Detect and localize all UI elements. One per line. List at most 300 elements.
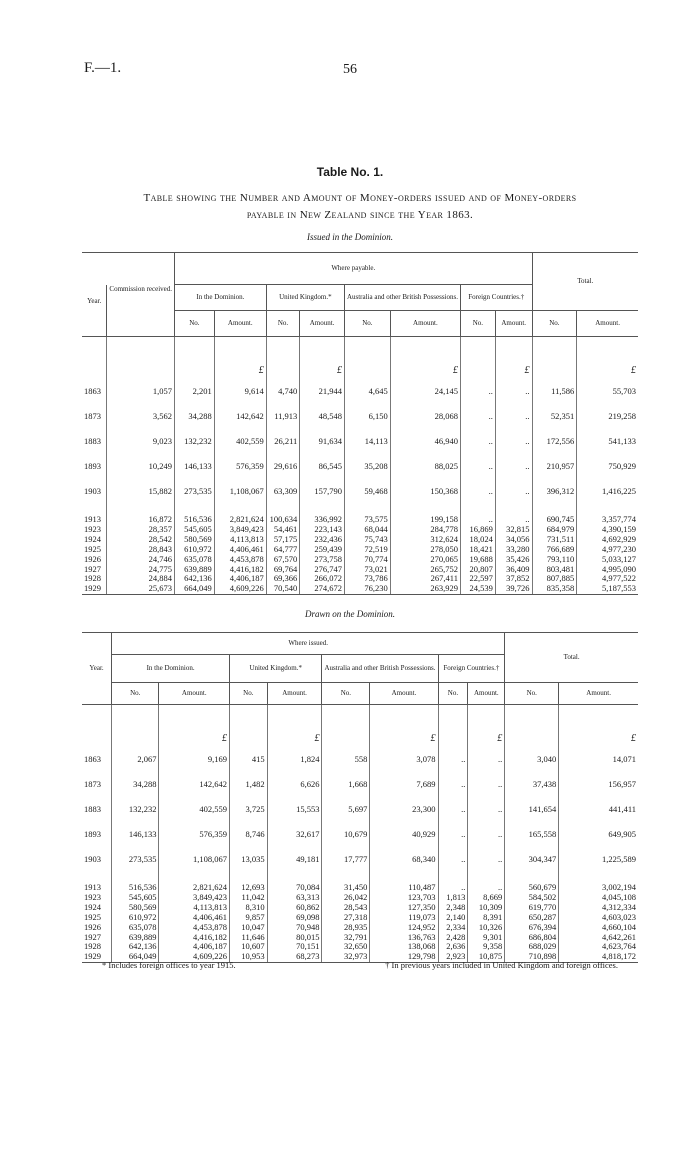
- spacer-cell: [159, 705, 230, 717]
- table-row: [82, 847, 638, 872]
- value-cell: 39,726: [495, 584, 532, 594]
- table-row: [82, 454, 638, 479]
- spacer-cell: [532, 337, 577, 349]
- value-cell: 35,426: [495, 555, 532, 565]
- value-cell: 14,113: [344, 429, 390, 454]
- value-cell: 4,623,764: [559, 942, 638, 952]
- pound-sign: £: [159, 716, 230, 747]
- value-cell: 11,042: [230, 893, 268, 903]
- value-cell: 664,049: [175, 584, 215, 594]
- value-cell: 312,624: [390, 535, 460, 545]
- value-cell: 59,468: [344, 479, 390, 504]
- value-cell: 642,136: [175, 574, 215, 584]
- value-cell: 32,650: [322, 942, 370, 952]
- pound-sign: £: [577, 348, 638, 379]
- value-cell: 1,824: [267, 747, 322, 772]
- value-cell: ..: [438, 797, 468, 822]
- table-title-line-2: payable in New Zealand since the Year 1863.: [246, 209, 474, 221]
- value-cell: 580,569: [112, 903, 159, 913]
- value-cell: 1,416,225: [577, 479, 638, 504]
- value-cell: 6,626: [267, 772, 322, 797]
- value-cell: 20,807: [460, 565, 495, 575]
- spacer-cell: [107, 337, 175, 349]
- value-cell: 127,350: [370, 903, 438, 913]
- value-cell: 274,672: [300, 584, 345, 594]
- table-title: [80, 190, 640, 224]
- value-cell: 676,394: [505, 923, 559, 933]
- value-cell: 4,603,023: [559, 913, 638, 923]
- value-cell: 67,570: [266, 555, 299, 565]
- value-cell: ..: [468, 747, 505, 772]
- value-cell: 36,409: [495, 565, 532, 575]
- amount-header: Amount.: [370, 683, 438, 705]
- value-cell: 34,288: [175, 404, 215, 429]
- amount-header: Amount.: [214, 311, 266, 337]
- value-cell: 4,453,878: [159, 923, 230, 933]
- value-cell: 263,929: [390, 584, 460, 594]
- table-row: [82, 772, 638, 797]
- uk-header: United Kingdom.*: [266, 285, 344, 311]
- value-cell: 73,575: [344, 515, 390, 525]
- year-cell: 1926: [84, 553, 101, 564]
- year-cell: 1893: [84, 460, 101, 471]
- value-cell: 4,642,261: [559, 933, 638, 943]
- value-cell: 4,312,334: [559, 903, 638, 913]
- value-cell: 69,098: [267, 913, 322, 923]
- value-cell: 70,540: [266, 584, 299, 594]
- value-cell: 232,436: [300, 535, 345, 545]
- value-cell: 11,586: [532, 379, 577, 404]
- table-title-line-1: Table showing the Number and Amount of Money-orders issued and of Money-orders: [143, 192, 577, 204]
- value-cell: 34,056: [495, 535, 532, 545]
- spacer-cell: [390, 337, 460, 349]
- spacer-cell: [532, 348, 577, 379]
- value-cell: 129,798: [370, 952, 438, 962]
- spacer-cell: [175, 348, 215, 379]
- value-cell: 8,391: [468, 913, 505, 923]
- value-cell: 70,948: [267, 923, 322, 933]
- year-cell: 1893: [84, 828, 101, 839]
- value-cell: 55,703: [577, 379, 638, 404]
- amount-header: Amount.: [577, 311, 638, 337]
- value-cell: 24,775: [107, 565, 175, 575]
- value-cell: 150,368: [390, 479, 460, 504]
- no-header: No.: [438, 683, 468, 705]
- value-cell: 32,617: [267, 822, 322, 847]
- value-cell: 4,406,461: [159, 913, 230, 923]
- value-cell: 3,849,423: [214, 525, 266, 535]
- spacer-cell: [505, 705, 559, 717]
- year-header: Year.: [82, 253, 107, 337]
- pound-sign: £: [495, 348, 532, 379]
- value-cell: 16,872: [107, 515, 175, 525]
- pound-sign: £: [559, 716, 638, 747]
- value-cell: 639,889: [112, 933, 159, 943]
- value-cell: 24,746: [107, 555, 175, 565]
- value-cell: 4,416,182: [214, 565, 266, 575]
- value-cell: 210,957: [532, 454, 577, 479]
- year-cell: 1928: [84, 941, 101, 952]
- value-cell: 4,113,813: [214, 535, 266, 545]
- value-cell: ..: [460, 404, 495, 429]
- value-cell: 560,679: [505, 883, 559, 893]
- value-cell: ..: [468, 847, 505, 872]
- year-cell: 1913: [84, 514, 101, 524]
- value-cell: 793,110: [532, 555, 577, 565]
- value-cell: 584,502: [505, 893, 559, 903]
- value-cell: 3,849,423: [159, 893, 230, 903]
- spacer-cell: [577, 337, 638, 349]
- value-cell: ..: [495, 454, 532, 479]
- value-cell: ..: [438, 847, 468, 872]
- value-cell: ..: [460, 454, 495, 479]
- value-cell: 635,078: [112, 923, 159, 933]
- spacer-cell: [460, 348, 495, 379]
- australia-header: Australia and other British Possessions.: [344, 285, 460, 311]
- value-cell: 402,559: [214, 429, 266, 454]
- value-cell: 3,725: [230, 797, 268, 822]
- value-cell: 516,536: [112, 883, 159, 893]
- value-cell: 9,023: [107, 429, 175, 454]
- value-cell: 219,258: [577, 404, 638, 429]
- value-cell: 1,813: [438, 893, 468, 903]
- value-cell: 12,693: [230, 883, 268, 893]
- year-cell: 1925: [84, 911, 101, 922]
- value-cell: 4,390,159: [577, 525, 638, 535]
- value-cell: 86,545: [300, 454, 345, 479]
- value-cell: 68,340: [370, 847, 438, 872]
- value-cell: 304,347: [505, 847, 559, 872]
- value-cell: ..: [468, 822, 505, 847]
- total-header: Total.: [505, 633, 638, 683]
- value-cell: 4,609,226: [214, 584, 266, 594]
- value-cell: 610,972: [175, 545, 215, 555]
- amount-header: Amount.: [267, 683, 322, 705]
- value-cell: 32,815: [495, 525, 532, 535]
- amount-header: Amount.: [390, 311, 460, 337]
- value-cell: ..: [460, 379, 495, 404]
- value-cell: 4,406,187: [159, 942, 230, 952]
- dominion-header: In the Dominion.: [175, 285, 267, 311]
- value-cell: 25,673: [107, 584, 175, 594]
- value-cell: 9,301: [468, 933, 505, 943]
- value-cell: 273,535: [112, 847, 159, 872]
- value-cell: 686,804: [505, 933, 559, 943]
- value-cell: 69,366: [266, 574, 299, 584]
- year-cell: 1913: [84, 882, 101, 892]
- value-cell: 60,862: [267, 903, 322, 913]
- value-cell: 650,287: [505, 913, 559, 923]
- value-cell: 2,201: [175, 379, 215, 404]
- value-cell: 16,869: [460, 525, 495, 535]
- no-header: No.: [230, 683, 268, 705]
- issued-table: [82, 252, 638, 595]
- value-cell: 5,033,127: [577, 555, 638, 565]
- value-cell: 2,140: [438, 913, 468, 923]
- year-cell: 1927: [84, 931, 101, 942]
- value-cell: 21,944: [300, 379, 345, 404]
- value-cell: 70,084: [267, 883, 322, 893]
- value-cell: 199,158: [390, 515, 460, 525]
- table-row: [82, 379, 638, 404]
- value-cell: 124,952: [370, 923, 438, 933]
- value-cell: 37,438: [505, 772, 559, 797]
- value-cell: 4,977,522: [577, 574, 638, 584]
- no-header: No.: [344, 311, 390, 337]
- value-cell: 132,232: [175, 429, 215, 454]
- year-cell: 1927: [84, 563, 101, 574]
- value-cell: 649,905: [559, 822, 638, 847]
- value-cell: 57,175: [266, 535, 299, 545]
- value-cell: 273,535: [175, 479, 215, 504]
- value-cell: 17,777: [322, 847, 370, 872]
- value-cell: 635,078: [175, 555, 215, 565]
- table-row: [82, 747, 638, 772]
- spacer-cell: [82, 348, 107, 379]
- value-cell: 156,957: [559, 772, 638, 797]
- dominion-header: In the Dominion.: [112, 655, 230, 683]
- spacer-cell: [82, 337, 107, 349]
- value-cell: 4,818,172: [559, 952, 638, 962]
- value-cell: 223,143: [300, 525, 345, 535]
- value-cell: 750,929: [577, 454, 638, 479]
- value-cell: 146,133: [112, 822, 159, 847]
- value-cell: 2,636: [438, 942, 468, 952]
- table-label: Table No. 1.: [316, 165, 384, 179]
- spacer-cell: [438, 705, 468, 717]
- value-cell: 803,481: [532, 565, 577, 575]
- year-header: Year.: [82, 633, 112, 705]
- value-cell: 265,752: [390, 565, 460, 575]
- value-cell: 688,029: [505, 942, 559, 952]
- year-cell: 1926: [84, 921, 101, 932]
- report-code: F.—1.: [84, 60, 122, 76]
- spacer-cell: [438, 716, 468, 747]
- value-cell: 24,884: [107, 574, 175, 584]
- value-cell: 22,597: [460, 574, 495, 584]
- value-cell: 132,232: [112, 797, 159, 822]
- table-row: [82, 429, 638, 454]
- value-cell: 63,309: [266, 479, 299, 504]
- spacer-cell: [559, 705, 638, 717]
- year-cell: 1903: [84, 853, 101, 864]
- value-cell: 34,288: [112, 772, 159, 797]
- value-cell: 49,181: [267, 847, 322, 872]
- value-cell: 63,313: [267, 893, 322, 903]
- value-cell: 4,645: [344, 379, 390, 404]
- value-cell: 4,453,878: [214, 555, 266, 565]
- value-cell: 24,145: [390, 379, 460, 404]
- spacer-cell: [370, 705, 438, 717]
- value-cell: 73,786: [344, 574, 390, 584]
- value-cell: 541,133: [577, 429, 638, 454]
- spacer-cell: [495, 337, 532, 349]
- pound-sign: £: [267, 716, 322, 747]
- table-row: [82, 404, 638, 429]
- value-cell: 7,689: [370, 772, 438, 797]
- value-cell: ..: [460, 515, 495, 525]
- where-payable-header: Where payable.: [175, 253, 533, 285]
- value-cell: 33,280: [495, 545, 532, 555]
- value-cell: 70,774: [344, 555, 390, 565]
- no-header: No.: [460, 311, 495, 337]
- spacer-cell: [344, 337, 390, 349]
- year-cell: 1883: [84, 803, 101, 814]
- value-cell: 835,358: [532, 584, 577, 594]
- value-cell: 558: [322, 747, 370, 772]
- value-cell: 2,334: [438, 923, 468, 933]
- value-cell: 336,992: [300, 515, 345, 525]
- value-cell: 3,562: [107, 404, 175, 429]
- footnotes: [82, 960, 638, 970]
- table-row: [82, 822, 638, 847]
- value-cell: 80,015: [267, 933, 322, 943]
- value-cell: 1,482: [230, 772, 268, 797]
- value-cell: 396,312: [532, 479, 577, 504]
- year-cell: 1929: [82, 952, 112, 962]
- value-cell: 2,348: [438, 903, 468, 913]
- value-cell: 580,569: [175, 535, 215, 545]
- value-cell: 2,821,624: [214, 515, 266, 525]
- spacer-cell: [300, 337, 345, 349]
- value-cell: 110,487: [370, 883, 438, 893]
- pound-sign: £: [390, 348, 460, 379]
- footnote-uk: * Includes foreign offices to year 1915.: [102, 960, 236, 970]
- value-cell: 165,558: [505, 822, 559, 847]
- where-issued-header: Where issued.: [112, 633, 505, 655]
- value-cell: 807,885: [532, 574, 577, 584]
- foreign-header: Foreign Countries.†: [438, 655, 505, 683]
- spacer-cell: [460, 337, 495, 349]
- value-cell: ..: [438, 747, 468, 772]
- value-cell: 1,225,589: [559, 847, 638, 872]
- value-cell: 28,068: [390, 404, 460, 429]
- value-cell: 26,211: [266, 429, 299, 454]
- value-cell: 68,044: [344, 525, 390, 535]
- value-cell: 516,536: [175, 515, 215, 525]
- value-cell: 9,169: [159, 747, 230, 772]
- year-cell: 1923: [84, 891, 101, 902]
- value-cell: 4,416,182: [159, 933, 230, 943]
- value-cell: ..: [495, 429, 532, 454]
- issued-subtitle: Issued in the Dominion.: [307, 232, 393, 242]
- value-cell: 15,553: [267, 797, 322, 822]
- value-cell: 6,150: [344, 404, 390, 429]
- spacer-cell: [267, 705, 322, 717]
- value-cell: 9,614: [214, 379, 266, 404]
- drawn-table: [82, 632, 638, 963]
- value-cell: 68,273: [267, 952, 322, 962]
- value-cell: 5,697: [322, 797, 370, 822]
- value-cell: 40,929: [370, 822, 438, 847]
- drawn-subtitle: Drawn on the Dominion.: [305, 609, 395, 619]
- value-cell: 619,770: [505, 903, 559, 913]
- value-cell: 710,898: [505, 952, 559, 962]
- value-cell: 28,843: [107, 545, 175, 555]
- no-header: No.: [505, 683, 559, 705]
- value-cell: ..: [468, 883, 505, 893]
- pound-sign: £: [300, 348, 345, 379]
- value-cell: 3,040: [505, 747, 559, 772]
- foreign-header: Foreign Countries.†: [460, 285, 532, 311]
- value-cell: 3,002,194: [559, 883, 638, 893]
- commission-header: Commission received.: [107, 285, 175, 337]
- spacer-cell: [112, 705, 159, 717]
- value-cell: 136,763: [370, 933, 438, 943]
- value-cell: 64,777: [266, 545, 299, 555]
- year-cell: 1873: [84, 778, 101, 789]
- value-cell: ..: [495, 379, 532, 404]
- spacer-cell: [344, 348, 390, 379]
- value-cell: ..: [460, 429, 495, 454]
- spacer-cell: [322, 705, 370, 717]
- spacer-cell: [112, 716, 159, 747]
- value-cell: 4,740: [266, 379, 299, 404]
- value-cell: 10,249: [107, 454, 175, 479]
- value-cell: 28,357: [107, 525, 175, 535]
- value-cell: 276,747: [300, 565, 345, 575]
- spacer-cell: [82, 705, 112, 717]
- year-cell: 1924: [84, 901, 101, 912]
- value-cell: 10,047: [230, 923, 268, 933]
- value-cell: 157,790: [300, 479, 345, 504]
- value-cell: 1,057: [107, 379, 175, 404]
- value-cell: 684,979: [532, 525, 577, 535]
- value-cell: 10,953: [230, 952, 268, 962]
- year-cell: 1903: [84, 485, 101, 496]
- spacer-cell: [322, 716, 370, 747]
- value-cell: 10,326: [468, 923, 505, 933]
- value-cell: 3,078: [370, 747, 438, 772]
- value-cell: 415: [230, 747, 268, 772]
- year-cell: 1925: [84, 543, 101, 554]
- value-cell: 31,450: [322, 883, 370, 893]
- no-header: No.: [532, 311, 577, 337]
- amount-header: Amount.: [495, 311, 532, 337]
- pound-sign: £: [468, 716, 505, 747]
- value-cell: ..: [438, 883, 468, 893]
- spacer-cell: [505, 716, 559, 747]
- value-cell: 37,852: [495, 574, 532, 584]
- value-cell: ..: [468, 797, 505, 822]
- value-cell: 19,688: [460, 555, 495, 565]
- amount-header: Amount.: [159, 683, 230, 705]
- value-cell: 100,634: [266, 515, 299, 525]
- year-cell: 1928: [84, 573, 101, 584]
- year-cell: 1883: [84, 435, 101, 446]
- value-cell: 2,067: [112, 747, 159, 772]
- value-cell: 141,654: [505, 797, 559, 822]
- value-cell: 270,065: [390, 555, 460, 565]
- australia-header: Australia and other British Possessions.: [322, 655, 438, 683]
- value-cell: 52,351: [532, 404, 577, 429]
- value-cell: 172,556: [532, 429, 577, 454]
- value-cell: 28,542: [107, 535, 175, 545]
- no-header: No.: [175, 311, 215, 337]
- value-cell: 610,972: [112, 913, 159, 923]
- value-cell: 8,669: [468, 893, 505, 903]
- table-row: [82, 797, 638, 822]
- value-cell: 576,359: [159, 822, 230, 847]
- value-cell: 273,758: [300, 555, 345, 565]
- value-cell: 142,642: [214, 404, 266, 429]
- amount-header: Amount.: [559, 683, 638, 705]
- value-cell: 28,543: [322, 903, 370, 913]
- pound-sign: £: [370, 716, 438, 747]
- value-cell: 73,021: [344, 565, 390, 575]
- value-cell: 11,646: [230, 933, 268, 943]
- drawn-table-body: [82, 705, 638, 963]
